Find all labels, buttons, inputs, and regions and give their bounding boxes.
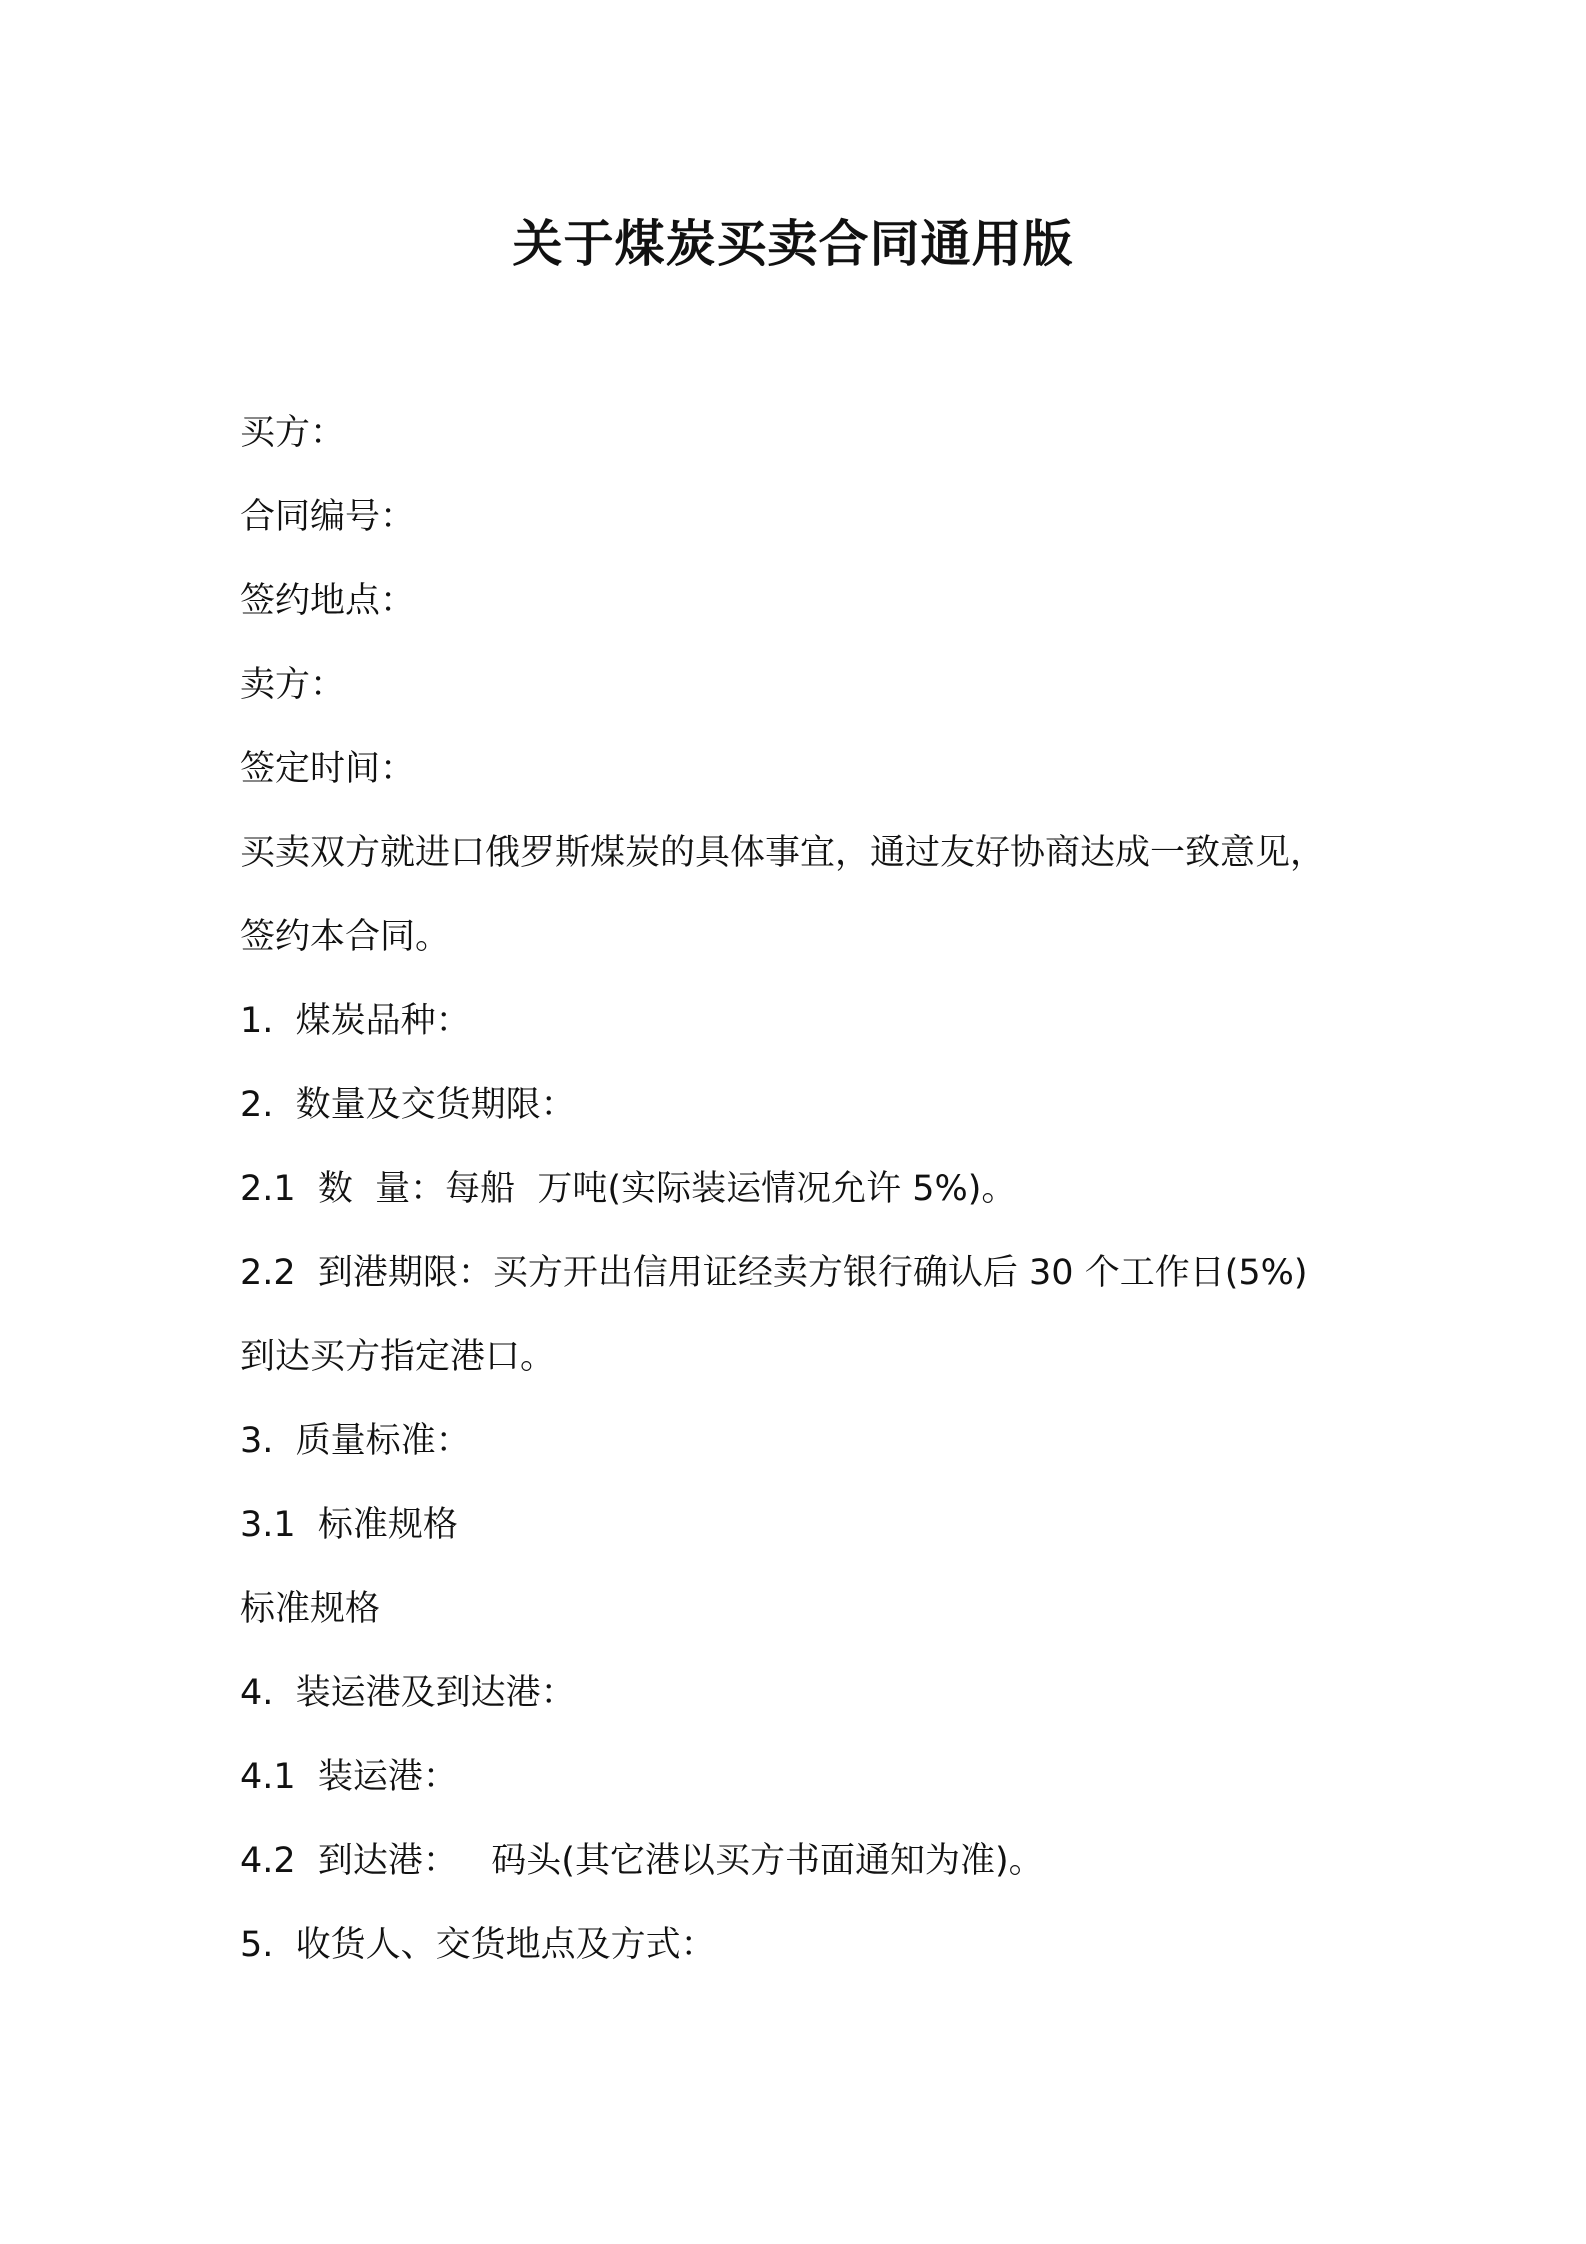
section-5-heading: 5. 收货人、交货地点及方式： [240,1925,716,1965]
section-2-2-line-1: 2.2 到港期限：买方开出信用证经卖方银行确认后 30 个工作日(5%) [240,1253,1308,1293]
signing-time-line: 签定时间： [240,749,416,789]
buyer-line: 买方： [240,413,346,453]
intro-paragraph-line-2: 签约本合同。 [240,917,451,957]
section-4-2-line: 4.2 到达港： 码头(其它港以买方书面通知为准)。 [240,1841,1044,1881]
signing-place-line: 签约地点： [240,581,416,621]
intro-paragraph-line-1: 买卖双方就进口俄罗斯煤炭的具体事宜，通过友好协商达成一致意见， [240,833,1326,873]
section-2-2-line-2: 到达买方指定港口。 [240,1337,556,1377]
section-4-heading: 4. 装运港及到达港： [240,1673,576,1713]
section-2-heading: 2. 数量及交货期限： [240,1085,576,1125]
section-4-1-line: 4.1 装运港： [240,1757,458,1797]
section-3-1-line: 3.1 标准规格 [240,1505,458,1545]
standard-spec-line: 标准规格 [240,1589,381,1629]
document-title: 关于煤炭买卖合同通用版 [512,215,1074,273]
section-1-heading: 1. 煤炭品种： [240,1001,471,1041]
section-3-heading: 3. 质量标准： [240,1421,471,1461]
seller-line: 卖方： [240,665,346,705]
contract-number-line: 合同编号： [240,497,416,537]
section-2-1-line: 2.1 数 量：每船 万吨(实际装运情况允许 5%)。 [240,1169,1017,1209]
